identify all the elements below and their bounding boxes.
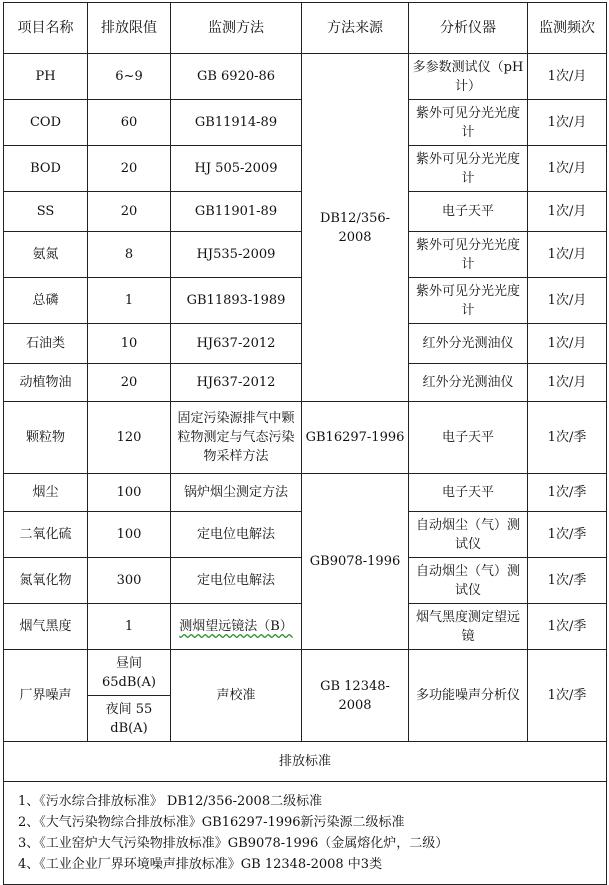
method-cell: 固定污染源排气中颗粒物测定与气态污染物采样方法 — [171, 402, 302, 474]
standard-item: 2、《大气污染物综合排放标准》GB16297-1996新污染源二级标准 — [18, 815, 405, 830]
header-source: 方法来源 — [302, 3, 409, 54]
item-cell: 氨氮 — [4, 232, 88, 278]
instrument-cell: 烟气黑度测定望远镜 — [409, 604, 528, 650]
table-row — [4, 402, 607, 474]
limit-cell: 8 — [88, 232, 171, 278]
standards-title-row — [4, 742, 607, 782]
freq-cell: 1次/季 — [528, 650, 607, 742]
freq-cell: 1次/月 — [528, 54, 607, 100]
instrument-cell: 紫外可见分光光度计 — [409, 232, 528, 278]
source-cell-water: DB12/356-2008 — [302, 54, 409, 402]
freq-cell: 1次/季 — [528, 604, 607, 650]
item-cell: PH — [4, 54, 88, 100]
method-cell: GB 6920-86 — [171, 54, 302, 100]
source-cell-boiler: GB9078-1996 — [302, 474, 409, 650]
limit-cell: 10 — [88, 324, 171, 364]
standard-item: 4、《工业企业厂界环境噪声排放标准》GB 12348-2008 中3类 — [18, 857, 383, 872]
freq-cell: 1次/季 — [528, 512, 607, 558]
item-cell: BOD — [4, 146, 88, 192]
method-cell: HJ637-2012 — [171, 324, 302, 364]
table-row — [4, 474, 607, 512]
header-limit: 排放限值 — [88, 3, 171, 54]
header-instrument: 分析仪器 — [409, 3, 528, 54]
standards-list — [4, 782, 607, 885]
method-cell: 定电位电解法 — [171, 512, 302, 558]
freq-cell: 1次/月 — [528, 100, 607, 146]
instrument-cell: 电子天平 — [409, 402, 528, 474]
freq-cell: 1次/月 — [528, 146, 607, 192]
limit-cell: 1 — [88, 604, 171, 650]
instrument-cell: 红外分光测油仪 — [409, 324, 528, 364]
limit-cell-night: 夜间 55 dB(A) — [88, 696, 171, 742]
method-cell: GB11914-89 — [171, 100, 302, 146]
limit-cell: 20 — [88, 364, 171, 402]
item-cell: 颗粒物 — [4, 402, 88, 474]
standards-list-row — [4, 782, 607, 885]
instrument-cell: 红外分光测油仪 — [409, 364, 528, 402]
standard-item: 1、《污水综合排放标准》 DB12/356-2008二级标准 — [18, 794, 323, 809]
table-row — [4, 54, 607, 100]
instrument-cell: 多参数测试仪（pH计） — [409, 54, 528, 100]
limit-cell: 6~9 — [88, 54, 171, 100]
freq-cell: 1次/季 — [528, 474, 607, 512]
instrument-cell: 紫外可见分光光度计 — [409, 100, 528, 146]
instrument-cell: 自动烟尘（气）测试仪 — [409, 558, 528, 604]
freq-cell: 1次/月 — [528, 324, 607, 364]
method-cell: HJ 505-2009 — [171, 146, 302, 192]
limit-cell: 300 — [88, 558, 171, 604]
freq-cell: 1次/月 — [528, 364, 607, 402]
method-cell: 测烟望远镜法（B） — [171, 604, 302, 650]
instrument-cell: 电子天平 — [409, 474, 528, 512]
limit-cell: 20 — [88, 192, 171, 232]
source-cell-particulate: GB16297-1996 — [302, 402, 409, 474]
item-cell: 烟尘 — [4, 474, 88, 512]
item-cell: 二氧化硫 — [4, 512, 88, 558]
instrument-cell: 多功能噪声分析仪 — [409, 650, 528, 742]
method-cell: GB11901-89 — [171, 192, 302, 232]
header-row — [4, 3, 607, 54]
instrument-cell: 电子天平 — [409, 192, 528, 232]
freq-cell: 1次/月 — [528, 192, 607, 232]
limit-cell: 100 — [88, 474, 171, 512]
instrument-cell: 紫外可见分光光度计 — [409, 278, 528, 324]
limit-cell: 100 — [88, 512, 171, 558]
source-cell-noise: GB 12348-2008 — [302, 650, 409, 742]
item-cell: 动植物油 — [4, 364, 88, 402]
header-frequency: 监测频次 — [528, 3, 607, 54]
limit-cell: 60 — [88, 100, 171, 146]
method-cell: 定电位电解法 — [171, 558, 302, 604]
method-cell: GB11893-1989 — [171, 278, 302, 324]
method-cell: 锅炉烟尘测定方法 — [171, 474, 302, 512]
item-cell: 厂界噪声 — [4, 650, 88, 742]
header-item: 项目名称 — [4, 3, 88, 54]
item-cell: 总磷 — [4, 278, 88, 324]
freq-cell: 1次/季 — [528, 558, 607, 604]
method-cell: HJ535-2009 — [171, 232, 302, 278]
item-cell: 烟气黑度 — [4, 604, 88, 650]
standards-title: 排放标准 — [4, 742, 607, 782]
instrument-cell: 自动烟尘（气）测试仪 — [409, 512, 528, 558]
header-method: 监测方法 — [171, 3, 302, 54]
freq-cell: 1次/月 — [528, 278, 607, 324]
item-cell: COD — [4, 100, 88, 146]
table-row-noise-day — [4, 650, 607, 696]
limit-cell: 1 — [88, 278, 171, 324]
item-cell: SS — [4, 192, 88, 232]
item-cell: 氮氧化物 — [4, 558, 88, 604]
instrument-cell: 紫外可见分光光度计 — [409, 146, 528, 192]
method-cell: HJ637-2012 — [171, 364, 302, 402]
standard-item: 3、《工业窑炉大气污染物排放标准》GB9078-1996（金属熔化炉，二级） — [18, 836, 449, 851]
limit-cell-day: 昼间 65dB(A) — [88, 650, 171, 696]
item-cell: 石油类 — [4, 324, 88, 364]
limit-cell: 120 — [88, 402, 171, 474]
limit-cell: 20 — [88, 146, 171, 192]
freq-cell: 1次/月 — [528, 232, 607, 278]
monitoring-table — [3, 2, 607, 885]
freq-cell: 1次/季 — [528, 402, 607, 474]
method-cell: 声校准 — [171, 650, 302, 742]
